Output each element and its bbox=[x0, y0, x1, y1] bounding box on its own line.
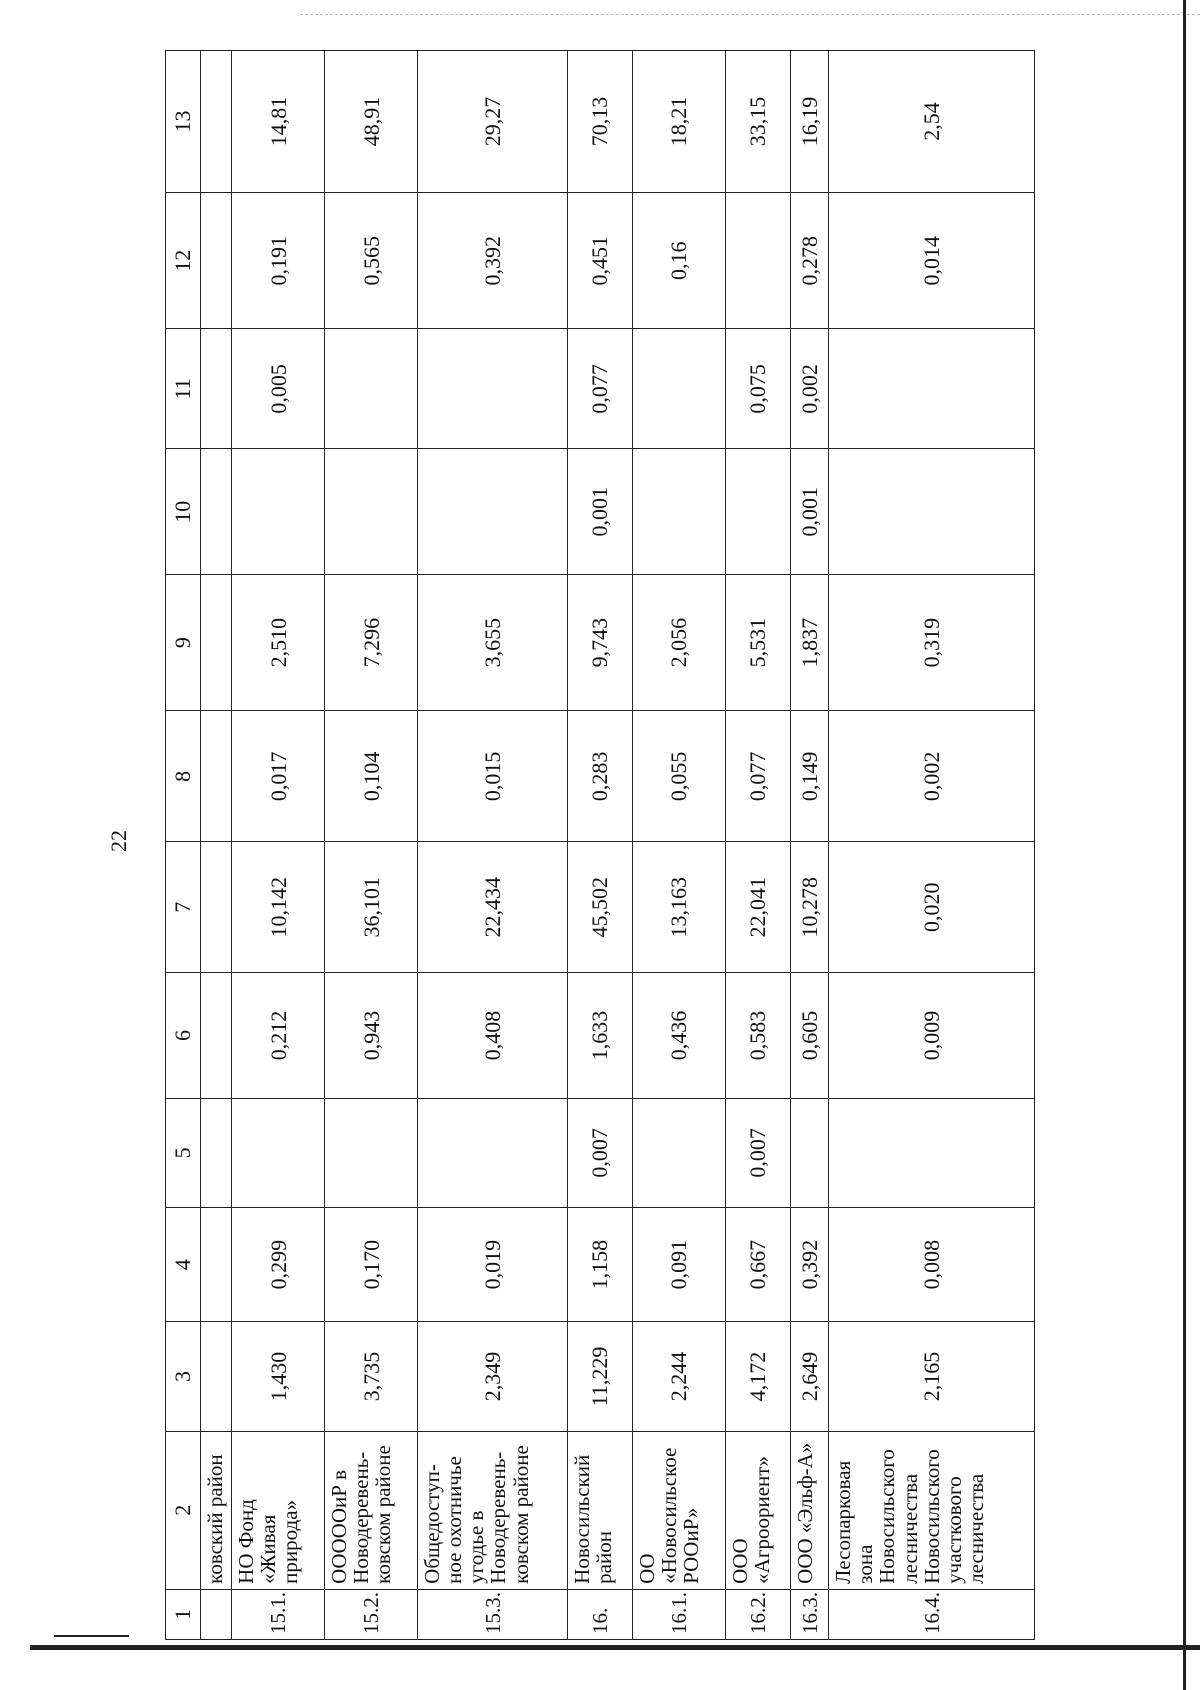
row-number: 15.2. bbox=[325, 1589, 418, 1639]
table-row bbox=[829, 51, 1035, 1640]
row-number: 16.3. bbox=[791, 1589, 829, 1639]
cell-value bbox=[791, 1098, 829, 1207]
cell-value: 2,165 bbox=[829, 1322, 1035, 1431]
cell-value: 0,015 bbox=[418, 711, 567, 842]
cell-value: 16,19 bbox=[791, 51, 829, 193]
column-header: 9 bbox=[166, 574, 201, 710]
column-header: 13 bbox=[166, 51, 201, 193]
cell-value: 0,212 bbox=[232, 973, 325, 1099]
row-number: 15.1. bbox=[232, 1589, 325, 1639]
column-header: 12 bbox=[166, 192, 201, 328]
column-number-header-row bbox=[166, 51, 201, 1640]
cell-value: 0,16 bbox=[632, 192, 725, 328]
cell-value: 0,009 bbox=[829, 973, 1035, 1099]
cell-value: 0,191 bbox=[232, 192, 325, 328]
cell-value: 0,667 bbox=[725, 1207, 790, 1322]
cell-value: 45,502 bbox=[567, 842, 632, 973]
cell-value bbox=[325, 449, 418, 575]
cell-value: 2,056 bbox=[632, 574, 725, 710]
cell-value bbox=[232, 449, 325, 575]
cell-value bbox=[725, 192, 790, 328]
cell-value: 0,005 bbox=[232, 329, 325, 449]
cell-value: 2,510 bbox=[232, 574, 325, 710]
cell-value bbox=[232, 1098, 325, 1207]
column-header: 6 bbox=[166, 973, 201, 1099]
column-header: 2 bbox=[166, 1431, 201, 1589]
cell-value: 22,041 bbox=[725, 842, 790, 973]
organization-name: ООО «Агроориент» bbox=[725, 1431, 790, 1589]
cell-value: 0,075 bbox=[725, 329, 790, 449]
cell-value: 10,142 bbox=[232, 842, 325, 973]
cell-value: 0,019 bbox=[418, 1207, 567, 1322]
cell-value: 0,583 bbox=[725, 973, 790, 1099]
cell-value bbox=[325, 1098, 418, 1207]
table-row bbox=[232, 51, 325, 1640]
cell-value: 0,091 bbox=[632, 1207, 725, 1322]
cell-value: 0,436 bbox=[632, 973, 725, 1099]
cell-value: 1,430 bbox=[232, 1322, 325, 1431]
cell-value: 0,605 bbox=[791, 973, 829, 1099]
cell-value: 2,54 bbox=[829, 51, 1035, 193]
cell-value: 70,13 bbox=[567, 51, 632, 193]
table-row bbox=[725, 51, 790, 1640]
row-number: 16.2. bbox=[725, 1589, 790, 1639]
table-row bbox=[418, 51, 567, 1640]
column-header: 5 bbox=[166, 1098, 201, 1207]
cell-value bbox=[632, 329, 725, 449]
cell-value bbox=[632, 449, 725, 575]
cell-value: 3,735 bbox=[325, 1322, 418, 1431]
row-number: 16. bbox=[567, 1589, 632, 1639]
organization-name: НО Фонд «Живая природа» bbox=[232, 1431, 325, 1589]
cell-value: 0,007 bbox=[725, 1098, 790, 1207]
cell-value: 0,104 bbox=[325, 711, 418, 842]
page-number: 22 bbox=[106, 830, 131, 852]
cell-value: 0,451 bbox=[567, 192, 632, 328]
column-header: 11 bbox=[166, 329, 201, 449]
cell-value: 0,014 bbox=[829, 192, 1035, 328]
cell-value: 0,408 bbox=[418, 973, 567, 1099]
column-header: 8 bbox=[166, 711, 201, 842]
cell-value: 5,531 bbox=[725, 574, 790, 710]
table-row bbox=[567, 51, 632, 1640]
cell-value: 0,392 bbox=[791, 1207, 829, 1322]
cell-value: 0,170 bbox=[325, 1207, 418, 1322]
cell-value: 0,001 bbox=[791, 449, 829, 575]
column-header: 10 bbox=[166, 449, 201, 575]
cell-value: 0,943 bbox=[325, 973, 418, 1099]
cell-value: 0,008 bbox=[829, 1207, 1035, 1322]
cell-value: 0,002 bbox=[791, 329, 829, 449]
organization-name: Общедоступ-ное охотничье угодье в Новодеревень-ковском районе bbox=[418, 1431, 567, 1589]
cell-value: 1,158 bbox=[567, 1207, 632, 1322]
column-header: 7 bbox=[166, 842, 201, 973]
continuation-row bbox=[201, 51, 232, 1640]
cell-value: 2,349 bbox=[418, 1322, 567, 1431]
cell-value: 0,278 bbox=[791, 192, 829, 328]
cell-value bbox=[325, 329, 418, 449]
organization-name: ОООООиР в Новодеревень-ковском районе bbox=[325, 1431, 418, 1589]
cell-value: 1,837 bbox=[791, 574, 829, 710]
column-header: 3 bbox=[166, 1322, 201, 1431]
cell-value: 29,27 bbox=[418, 51, 567, 193]
cell-value bbox=[829, 329, 1035, 449]
cell-value bbox=[418, 1098, 567, 1207]
cell-value: 2,244 bbox=[632, 1322, 725, 1431]
cell-value: 0,001 bbox=[567, 449, 632, 575]
cell-value: 13,163 bbox=[632, 842, 725, 973]
cell-value: 0,077 bbox=[567, 329, 632, 449]
table-row bbox=[791, 51, 829, 1640]
cell-value: 0,283 bbox=[567, 711, 632, 842]
column-header: 4 bbox=[166, 1207, 201, 1322]
row-number: 15.3. bbox=[418, 1589, 567, 1639]
rotated-table-wrapper bbox=[165, 50, 1035, 1640]
continuation-cell: ковский район bbox=[201, 1431, 232, 1589]
row-number: 16.1. bbox=[632, 1589, 725, 1639]
cell-value bbox=[632, 1098, 725, 1207]
cell-value: 48,91 bbox=[325, 51, 418, 193]
cell-value: 0,392 bbox=[418, 192, 567, 328]
cell-value: 0,017 bbox=[232, 711, 325, 842]
cell-value: 0,007 bbox=[567, 1098, 632, 1207]
organization-name: Лесопарковая зона Новосильского лесничества Новосильского участкового лесничества bbox=[829, 1431, 1035, 1589]
cell-value bbox=[418, 449, 567, 575]
table-row bbox=[325, 51, 418, 1640]
column-header: 1 bbox=[166, 1589, 201, 1639]
scan-edge-bottom bbox=[30, 1645, 1200, 1650]
cell-value: 2,649 bbox=[791, 1322, 829, 1431]
cell-value: 0,002 bbox=[829, 711, 1035, 842]
row-number: 16.4. bbox=[829, 1589, 1035, 1639]
cell-value: 10,278 bbox=[791, 842, 829, 973]
organization-name: ООО «Эльф-А» bbox=[791, 1431, 829, 1589]
cell-value: 3,655 bbox=[418, 574, 567, 710]
cell-value bbox=[829, 449, 1035, 575]
footnote-rule bbox=[54, 1635, 129, 1637]
cell-value: 9,743 bbox=[567, 574, 632, 710]
data-table bbox=[165, 50, 1035, 1640]
cell-value bbox=[829, 1098, 1035, 1207]
cell-value: 7,296 bbox=[325, 574, 418, 710]
cell-value bbox=[725, 449, 790, 575]
cell-value: 18,21 bbox=[632, 51, 725, 193]
cell-value: 11,229 bbox=[567, 1322, 632, 1431]
cell-value bbox=[418, 329, 567, 449]
scan-edge-top bbox=[300, 14, 1200, 15]
cell-value: 1,633 bbox=[567, 973, 632, 1099]
scan-edge-right bbox=[1183, 0, 1186, 1690]
cell-value: 0,020 bbox=[829, 842, 1035, 973]
cell-value: 0,077 bbox=[725, 711, 790, 842]
cell-value: 33,15 bbox=[725, 51, 790, 193]
cell-value: 0,319 bbox=[829, 574, 1035, 710]
table-row bbox=[632, 51, 725, 1640]
cell-value: 14,81 bbox=[232, 51, 325, 193]
cell-value: 4,172 bbox=[725, 1322, 790, 1431]
cell-value: 0,565 bbox=[325, 192, 418, 328]
cell-value: 0,149 bbox=[791, 711, 829, 842]
organization-name: ОО «Новосильское РООиР» bbox=[632, 1431, 725, 1589]
cell-value: 36,101 bbox=[325, 842, 418, 973]
organization-name: Новосильский район bbox=[567, 1431, 632, 1589]
cell-value: 22,434 bbox=[418, 842, 567, 973]
cell-value: 0,299 bbox=[232, 1207, 325, 1322]
cell-value: 0,055 bbox=[632, 711, 725, 842]
